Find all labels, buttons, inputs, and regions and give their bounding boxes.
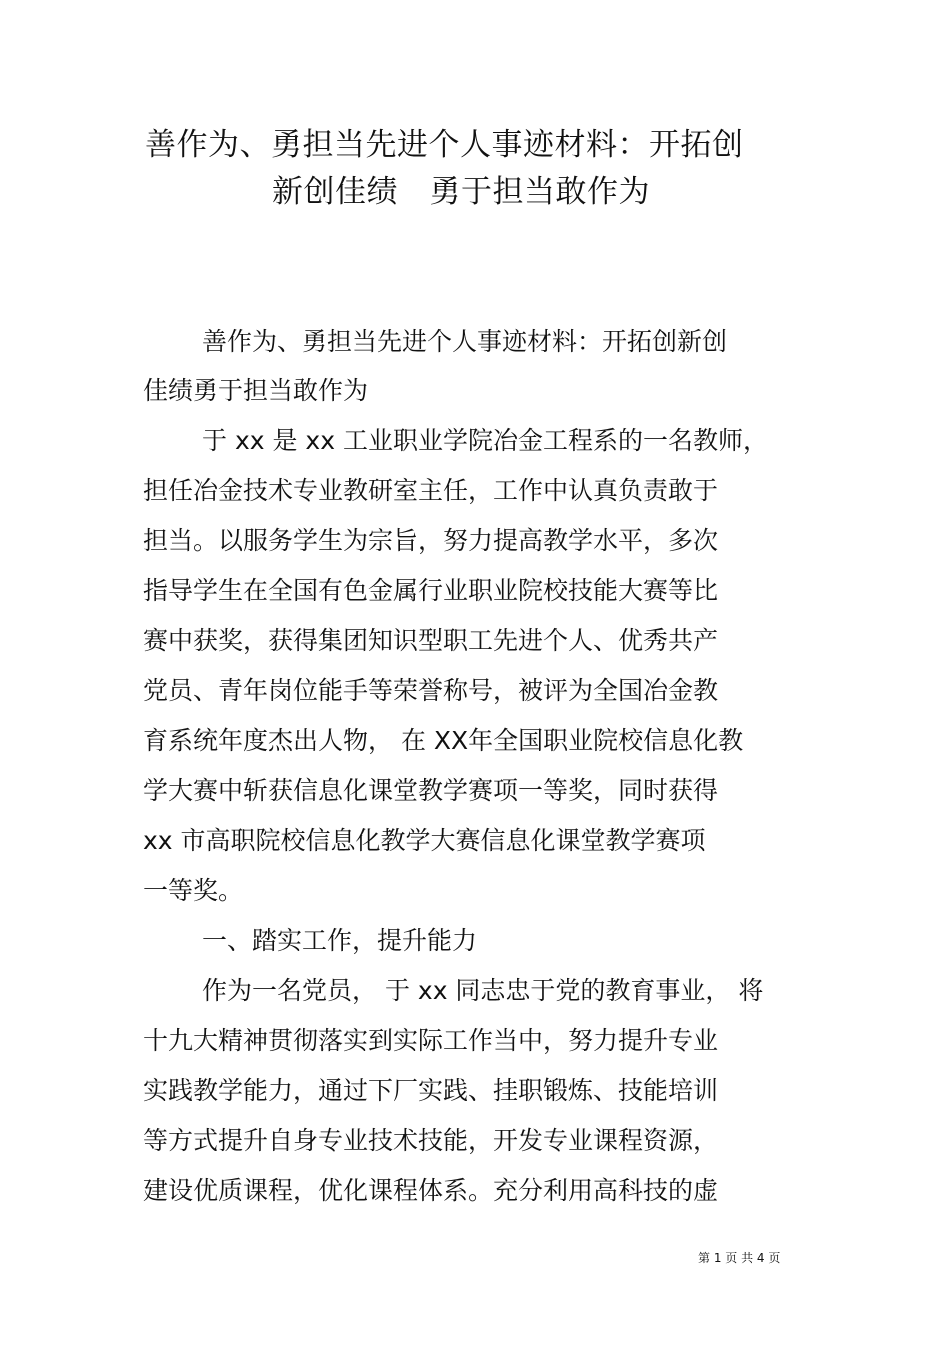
document-title-line-2: 新创佳绩 勇于担当敢作为 xyxy=(272,174,650,210)
paragraph-line: 育系统年度杰出人物， 在 XX年全国职业院校信息化教 xyxy=(143,726,744,755)
paragraph-line: 善作为、勇担当先进个人事迹材料：开拓创新创 xyxy=(202,327,728,356)
paragraph-line: 实践教学能力，通过下厂实践、挂职锻炼、技能培训 xyxy=(143,1076,719,1105)
page-number-footer: 第 1 页 共 4 页 xyxy=(698,1251,781,1265)
paragraph-line: 建设优质课程，优化课程体系。充分利用高科技的虚 xyxy=(143,1176,719,1205)
paragraph-line: 等方式提升自身专业技术技能，开发专业课程资源， xyxy=(143,1126,719,1155)
paragraph-line: 担当。以服务学生为宗旨，努力提高教学水平，多次 xyxy=(143,526,719,555)
paragraph-line: 于 xx 是 xx 工业职业学院冶金工程系的一名教师， xyxy=(202,426,768,455)
paragraph-line: 担任冶金技术专业教研室主任，工作中认真负责敢于 xyxy=(143,476,719,505)
paragraph-line: xx 市高职院校信息化教学大赛信息化课堂教学赛项 xyxy=(143,826,706,855)
paragraph-line: 十九大精神贯彻落实到实际工作当中，努力提升专业 xyxy=(143,1026,719,1055)
paragraph-line: 佳绩勇于担当敢作为 xyxy=(143,376,369,405)
paragraph-line: 指导学生在全国有色金属行业职业院校技能大赛等比 xyxy=(143,576,719,605)
paragraph-line: 学大赛中斩获信息化课堂教学赛项一等奖，同时获得 xyxy=(143,776,719,805)
paragraph-line: 党员、青年岗位能手等荣誉称号，被评为全国冶金教 xyxy=(143,676,719,705)
section-heading: 一、踏实工作，提升能力 xyxy=(202,926,478,955)
document-title-line-1: 善作为、勇担当先进个人事迹材料：开拓创 xyxy=(145,127,744,163)
paragraph-line: 赛中获奖，获得集团知识型职工先进个人、优秀共产 xyxy=(143,626,719,655)
paragraph-line: 一等奖。 xyxy=(143,876,244,905)
paragraph-line: 作为一名党员， 于 xx 同志忠于党的教育事业， 将 xyxy=(202,976,764,1005)
